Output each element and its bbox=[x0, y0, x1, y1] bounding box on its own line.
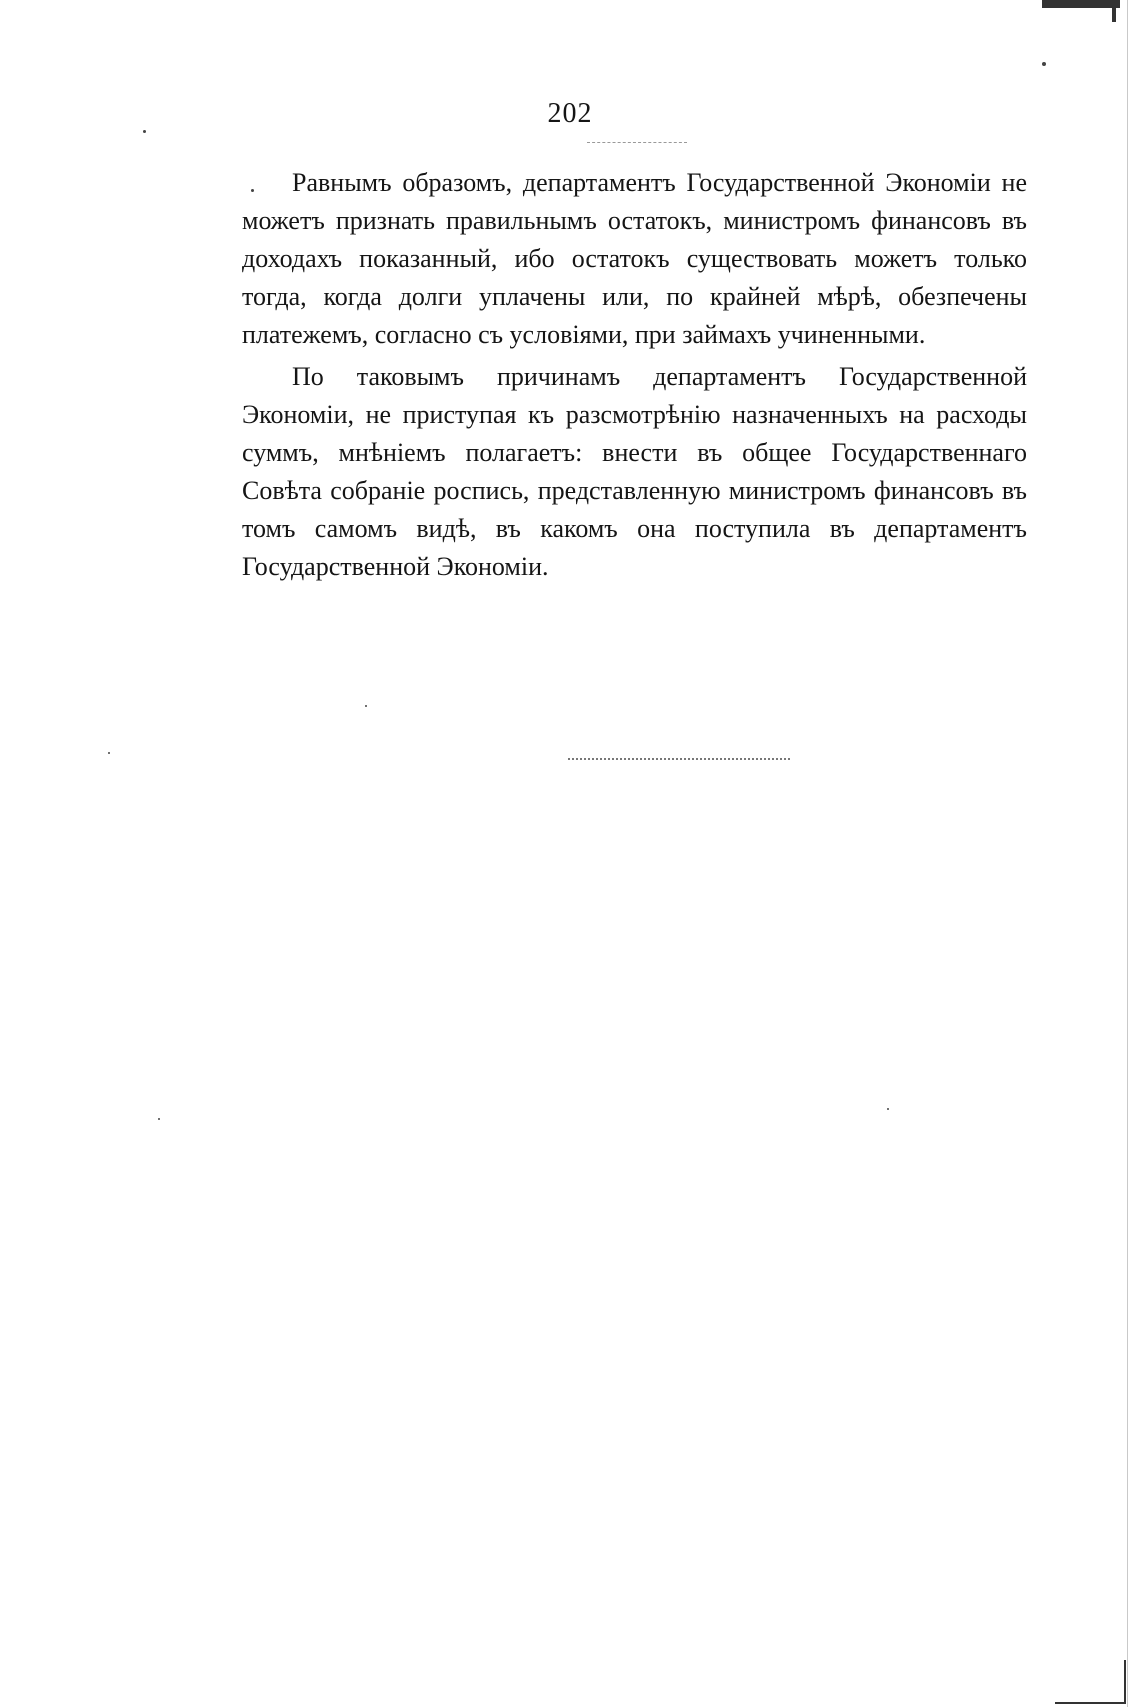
scan-edge-right bbox=[1127, 0, 1128, 1707]
scan-speck bbox=[158, 1118, 160, 1120]
page-number-rule bbox=[587, 142, 687, 143]
document-body bbox=[242, 164, 1027, 590]
scan-speck bbox=[365, 705, 367, 707]
scan-speck bbox=[887, 1108, 889, 1110]
paragraph-2: По таковымъ причинамъ департаментъ Государственной Экономіи, не приступая къ разсмотрѣнію назначенныхъ на расходы суммъ, мнѣніемъ полагаетъ: внести въ общее Государственнаго Совѣта собраніе роспись, представленную министромъ финансовъ въ томъ самомъ видѣ, въ какомъ она поступила въ департаментъ Государственной Экономіи. bbox=[242, 362, 1027, 581]
scan-speck bbox=[108, 752, 110, 754]
paragraph-1: Равнымъ образомъ, департаментъ Государственной Экономіи не можетъ признать правильнымъ остатокъ, министромъ финансовъ въ доходахъ показанный, ибо остатокъ существовать можетъ только тогда, когда долги уплачены или, по крайней мѣрѣ, обезпечены платежемъ, согласно съ условіями, при займахъ учиненными. bbox=[242, 168, 1027, 349]
scan-speck bbox=[251, 189, 254, 192]
scan-edge-mark bbox=[1112, 0, 1116, 22]
end-rule bbox=[568, 758, 790, 760]
scan-edge-top bbox=[1042, 0, 1120, 8]
scan-edge-corner bbox=[1124, 1660, 1126, 1704]
scan-edge-bottom bbox=[1055, 1702, 1125, 1704]
scan-speck bbox=[1042, 62, 1046, 66]
page-number: 202 bbox=[547, 98, 593, 129]
scan-speck bbox=[143, 130, 146, 133]
